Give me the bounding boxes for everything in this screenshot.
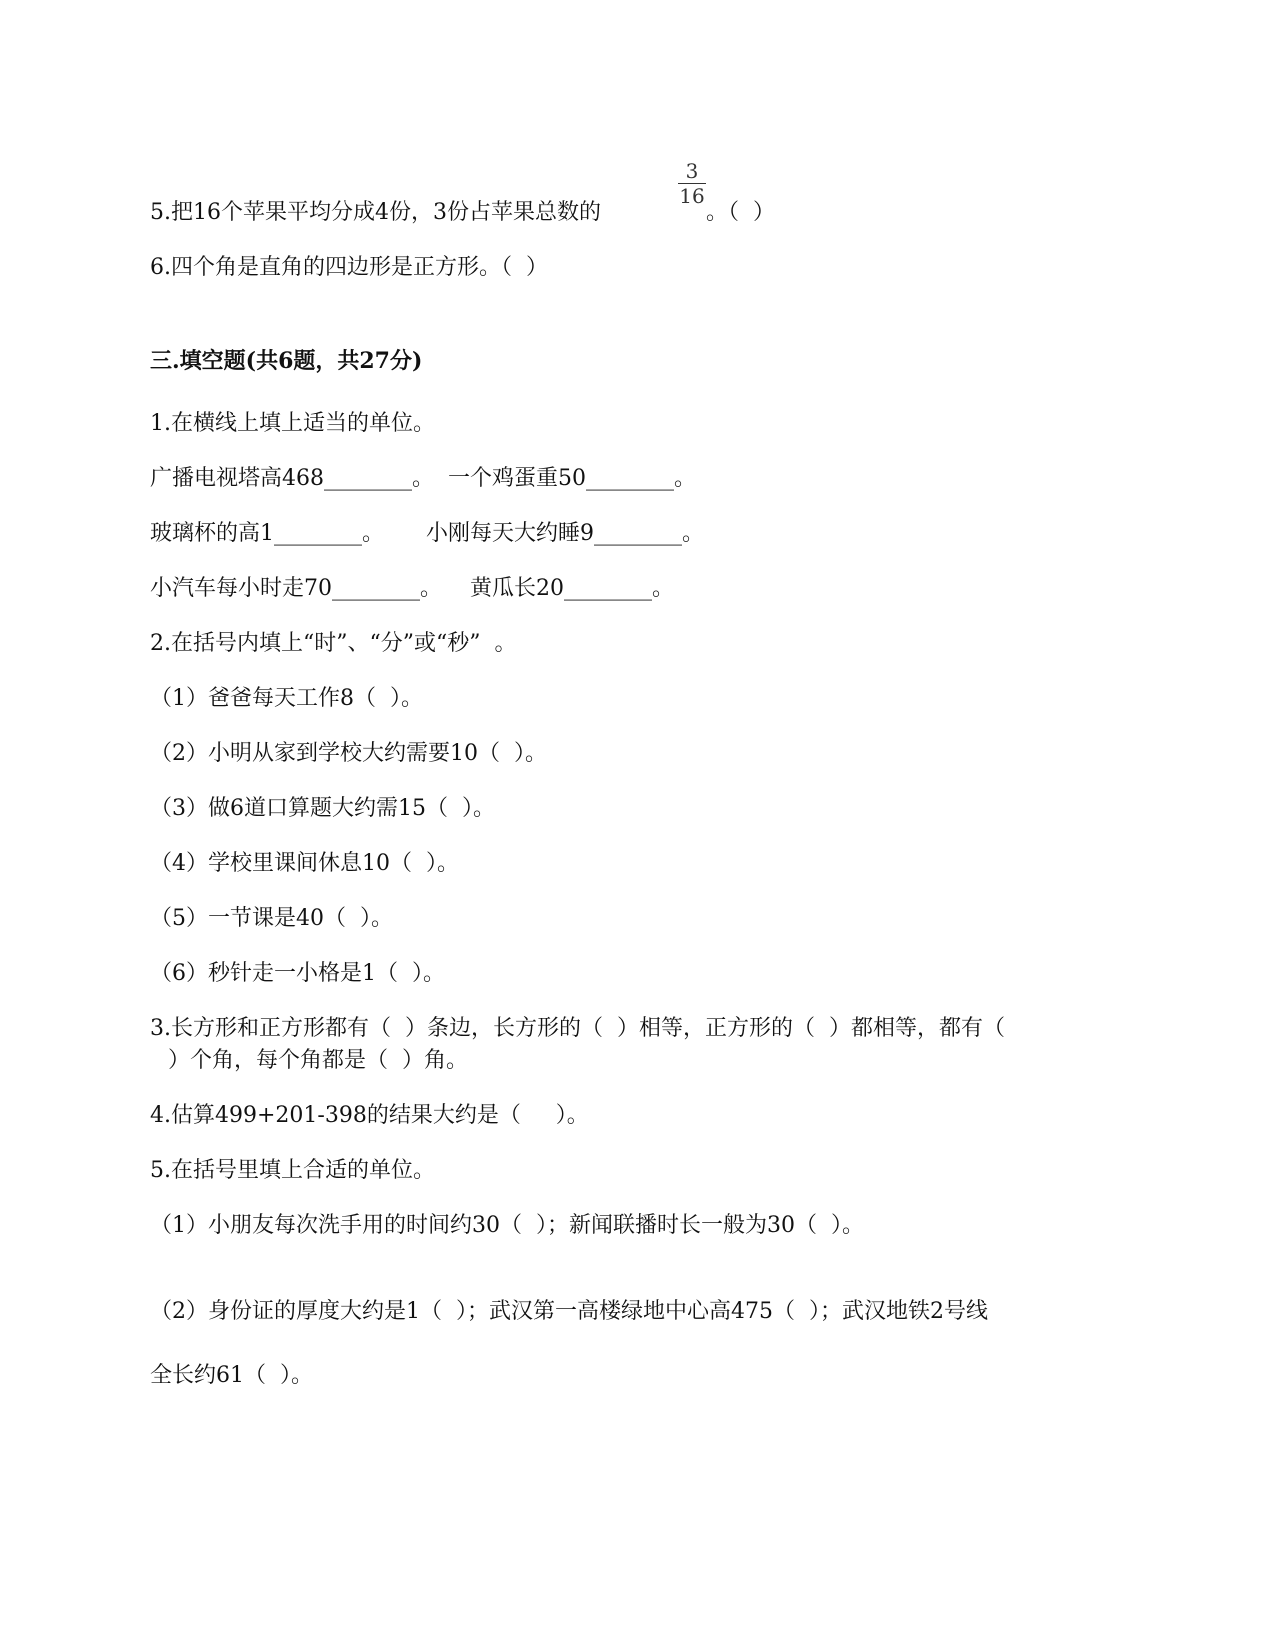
section-heading: 三.填空题(共6题，共27分)	[150, 348, 423, 374]
fill-question-5-item-1: （1）小朋友每次洗手用的时间约30（ ）；新闻联播时长一般为30（ ）。	[150, 1213, 864, 1238]
judge-question-6: 6.四个角是直角的四边形是正方形。（ ）	[150, 255, 548, 280]
fill-question-2-item: （1）爸爸每天工作8（ ）。	[150, 686, 423, 711]
fill-question-2-item: （5）一节课是40（ ）。	[150, 906, 393, 931]
fill-question-2-prompt: 2.在括号内填上“时”、“分”或“秒” 。	[150, 631, 517, 656]
fill-question-5-prompt: 5.在括号里填上合适的单位。	[150, 1158, 435, 1183]
fraction-denominator: 16	[679, 184, 705, 208]
fill-question-2-item: （6）秒针走一小格是1（ ）。	[150, 961, 445, 986]
fill-question-1-prompt: 1.在横线上填上适当的单位。	[150, 411, 435, 436]
fill-question-2-item: （4）学校里课间休息10（ ）。	[150, 851, 459, 876]
fill-question-3-line-1: 3.长方形和正方形都有（ ）条边，长方形的（ ）相等，正方形的（ ）都相等，都有（	[150, 1016, 1005, 1041]
fill-question-5-item-2-line-2: 全长约61（ ）。	[150, 1363, 313, 1388]
fill-question-5-item-2-line-1: （2）身份证的厚度大约是1（ ）；武汉第一高楼绿地中心高475（ ）；武汉地铁2号线	[150, 1299, 988, 1324]
fill-question-2-item: （3）做6道口算题大约需15（ ）。	[150, 796, 495, 821]
fill-question-3-line-2: ）个角，每个角都是（ ）角。	[168, 1048, 468, 1073]
fill-question-2-item: （2）小明从家到学校大约需要10（ ）。	[150, 741, 547, 766]
judge-question-5-tail: 。（ ）	[705, 200, 775, 225]
fraction-three-sixteenths	[676, 160, 708, 207]
fill-question-1-row-1: 广播电视塔高468________。 一个鸡蛋重50________。	[150, 466, 696, 491]
judge-question-5-text: 5.把16个苹果平均分成4份，3份占苹果总数的	[150, 200, 601, 225]
fill-question-4: 4.估算499+201-398的结果大约是（ ）。	[150, 1103, 589, 1128]
fill-question-1-row-3: 小汽车每小时走70________。 黄瓜长20________。	[150, 576, 674, 601]
fraction-numerator: 3	[685, 159, 699, 183]
fill-question-1-row-2: 玻璃杯的高1________。 小刚每天大约睡9________。	[150, 521, 704, 546]
